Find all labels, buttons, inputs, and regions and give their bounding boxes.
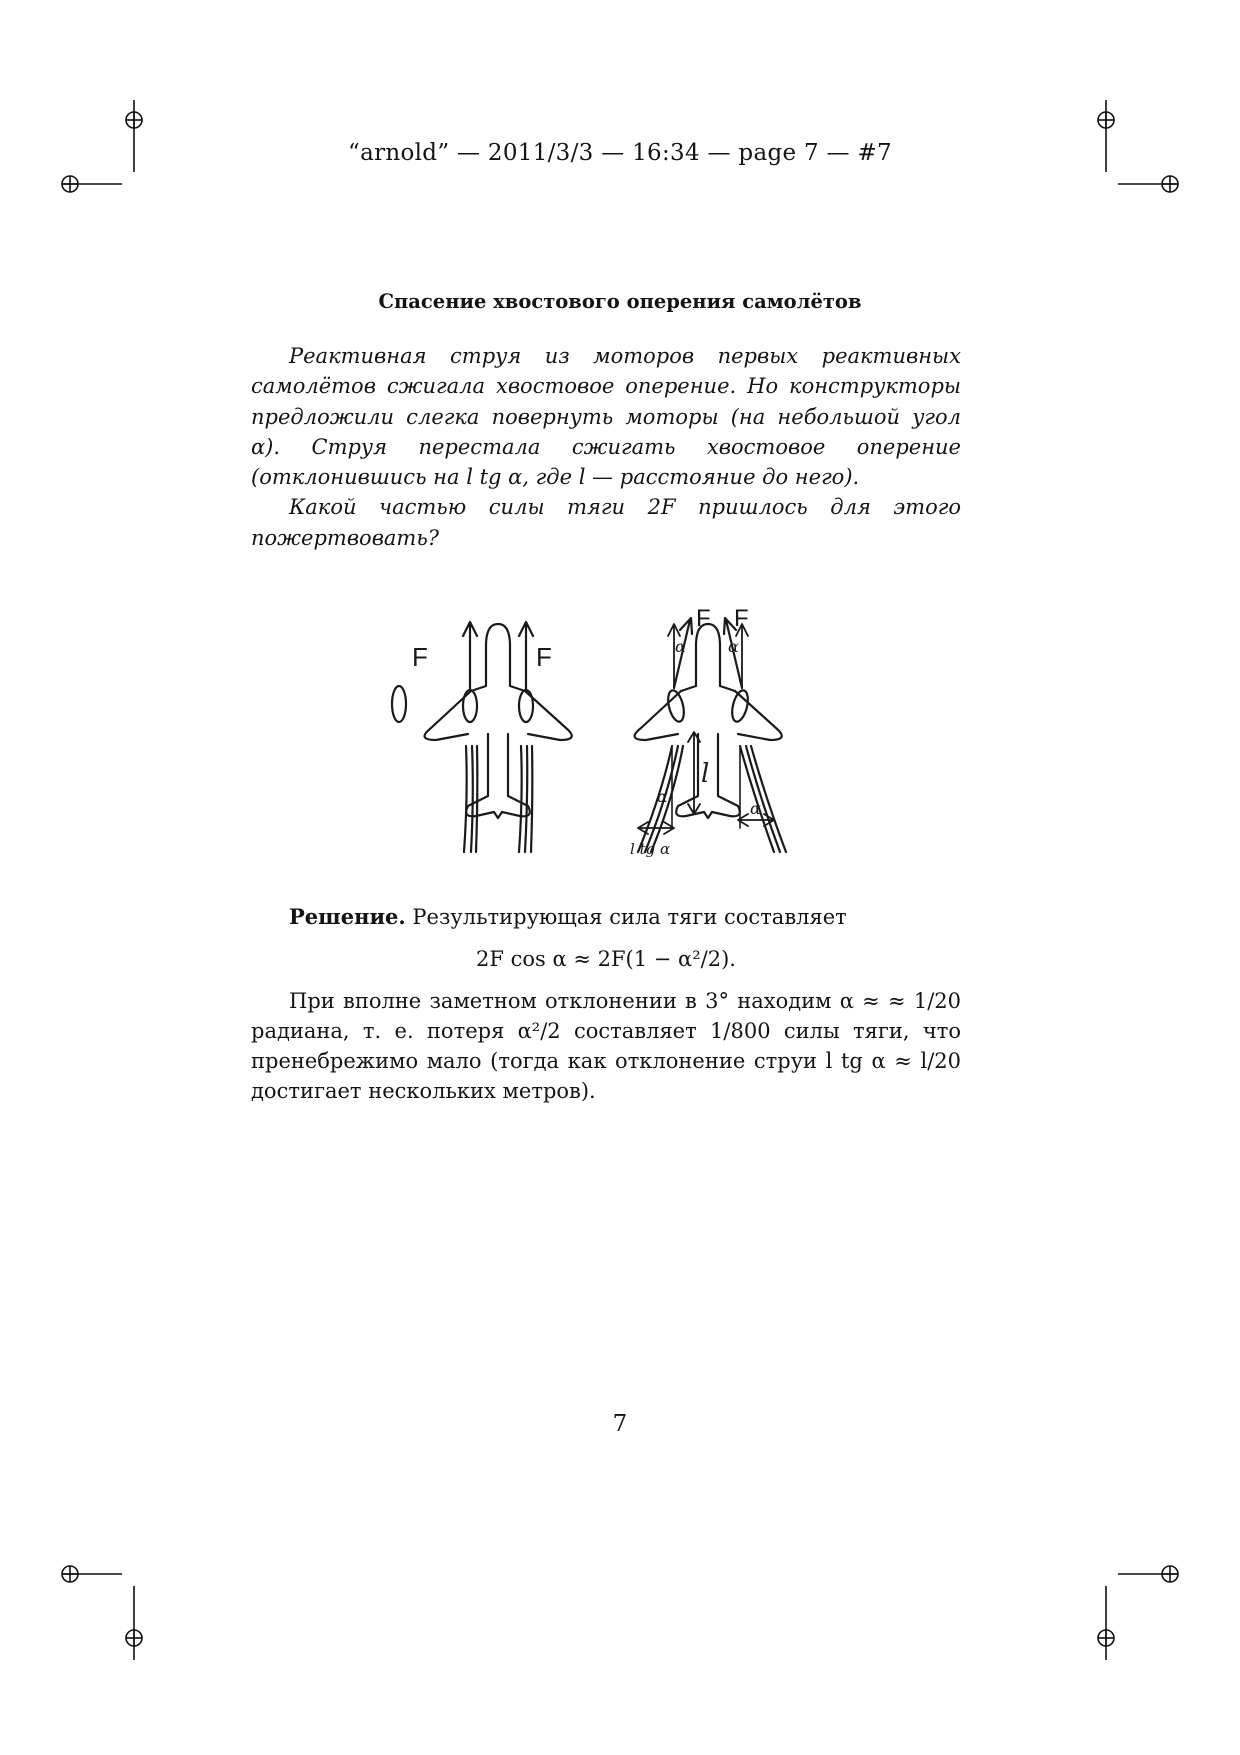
angle-label-top-right: α (728, 637, 739, 656)
solution-heading: Решение. (289, 904, 406, 929)
thrust-arrow-left (463, 622, 477, 690)
airplanes-figure (376, 606, 856, 866)
force-label-right: F (536, 642, 552, 672)
force-label-tilted-left: F (696, 606, 711, 632)
airplane-tilted-engines (635, 618, 786, 852)
force-label-left: F (412, 642, 428, 672)
problem-statement (251, 341, 961, 553)
offset-label: l tg α (630, 840, 671, 858)
solution (251, 902, 961, 1107)
section-title: Спасение хвостового оперения самолётов (378, 290, 862, 313)
angle-label-bottom-left: α (657, 787, 668, 806)
problem-question: Какой частью силы тяги 2F пришлось для этого пожертвовать? (251, 495, 961, 550)
page-number: 7 (612, 1411, 628, 1437)
angle-label-top-left: α (675, 637, 686, 656)
force-label-tilted-right: F (734, 606, 749, 632)
crop-mark-bottom-left (50, 1560, 150, 1660)
solution-paragraph: При вполне заметном отклонении в 3° находим α ≈ ≈ 1/20 радиана, т. е. потеря α²/2 составляет 1/800 силы тяги, что пренебрежимо мало (тогда как отклонение струи l tg α ≈ l/20 достигает нескольких метров). (251, 988, 961, 1104)
running-head: “arnold” — 2011/3/3 — 16:34 — page 7 — #7 (348, 140, 892, 166)
problem-paragraph: Реактивная струя из моторов первых реактивных самолётов сжигала хвостовое оперение. Но конструкторы предложили слегка повернуть моторы (на небольшой угол α). Струя перестала сжигать хвостовое оперение (отклонившись на l tg α, где l — расстояние до него). (251, 344, 961, 490)
crop-mark-bottom-right (1090, 1560, 1190, 1660)
solution-intro-line (251, 902, 961, 932)
thrust-arrow-right (519, 622, 533, 690)
distance-label: l (701, 759, 710, 789)
solution-formula: 2F cos α ≈ 2F(1 − α²/2). (476, 947, 736, 972)
angle-label-bottom-right: α (750, 799, 761, 818)
solution-intro: Результирующая сила тяги составляет (412, 905, 847, 929)
